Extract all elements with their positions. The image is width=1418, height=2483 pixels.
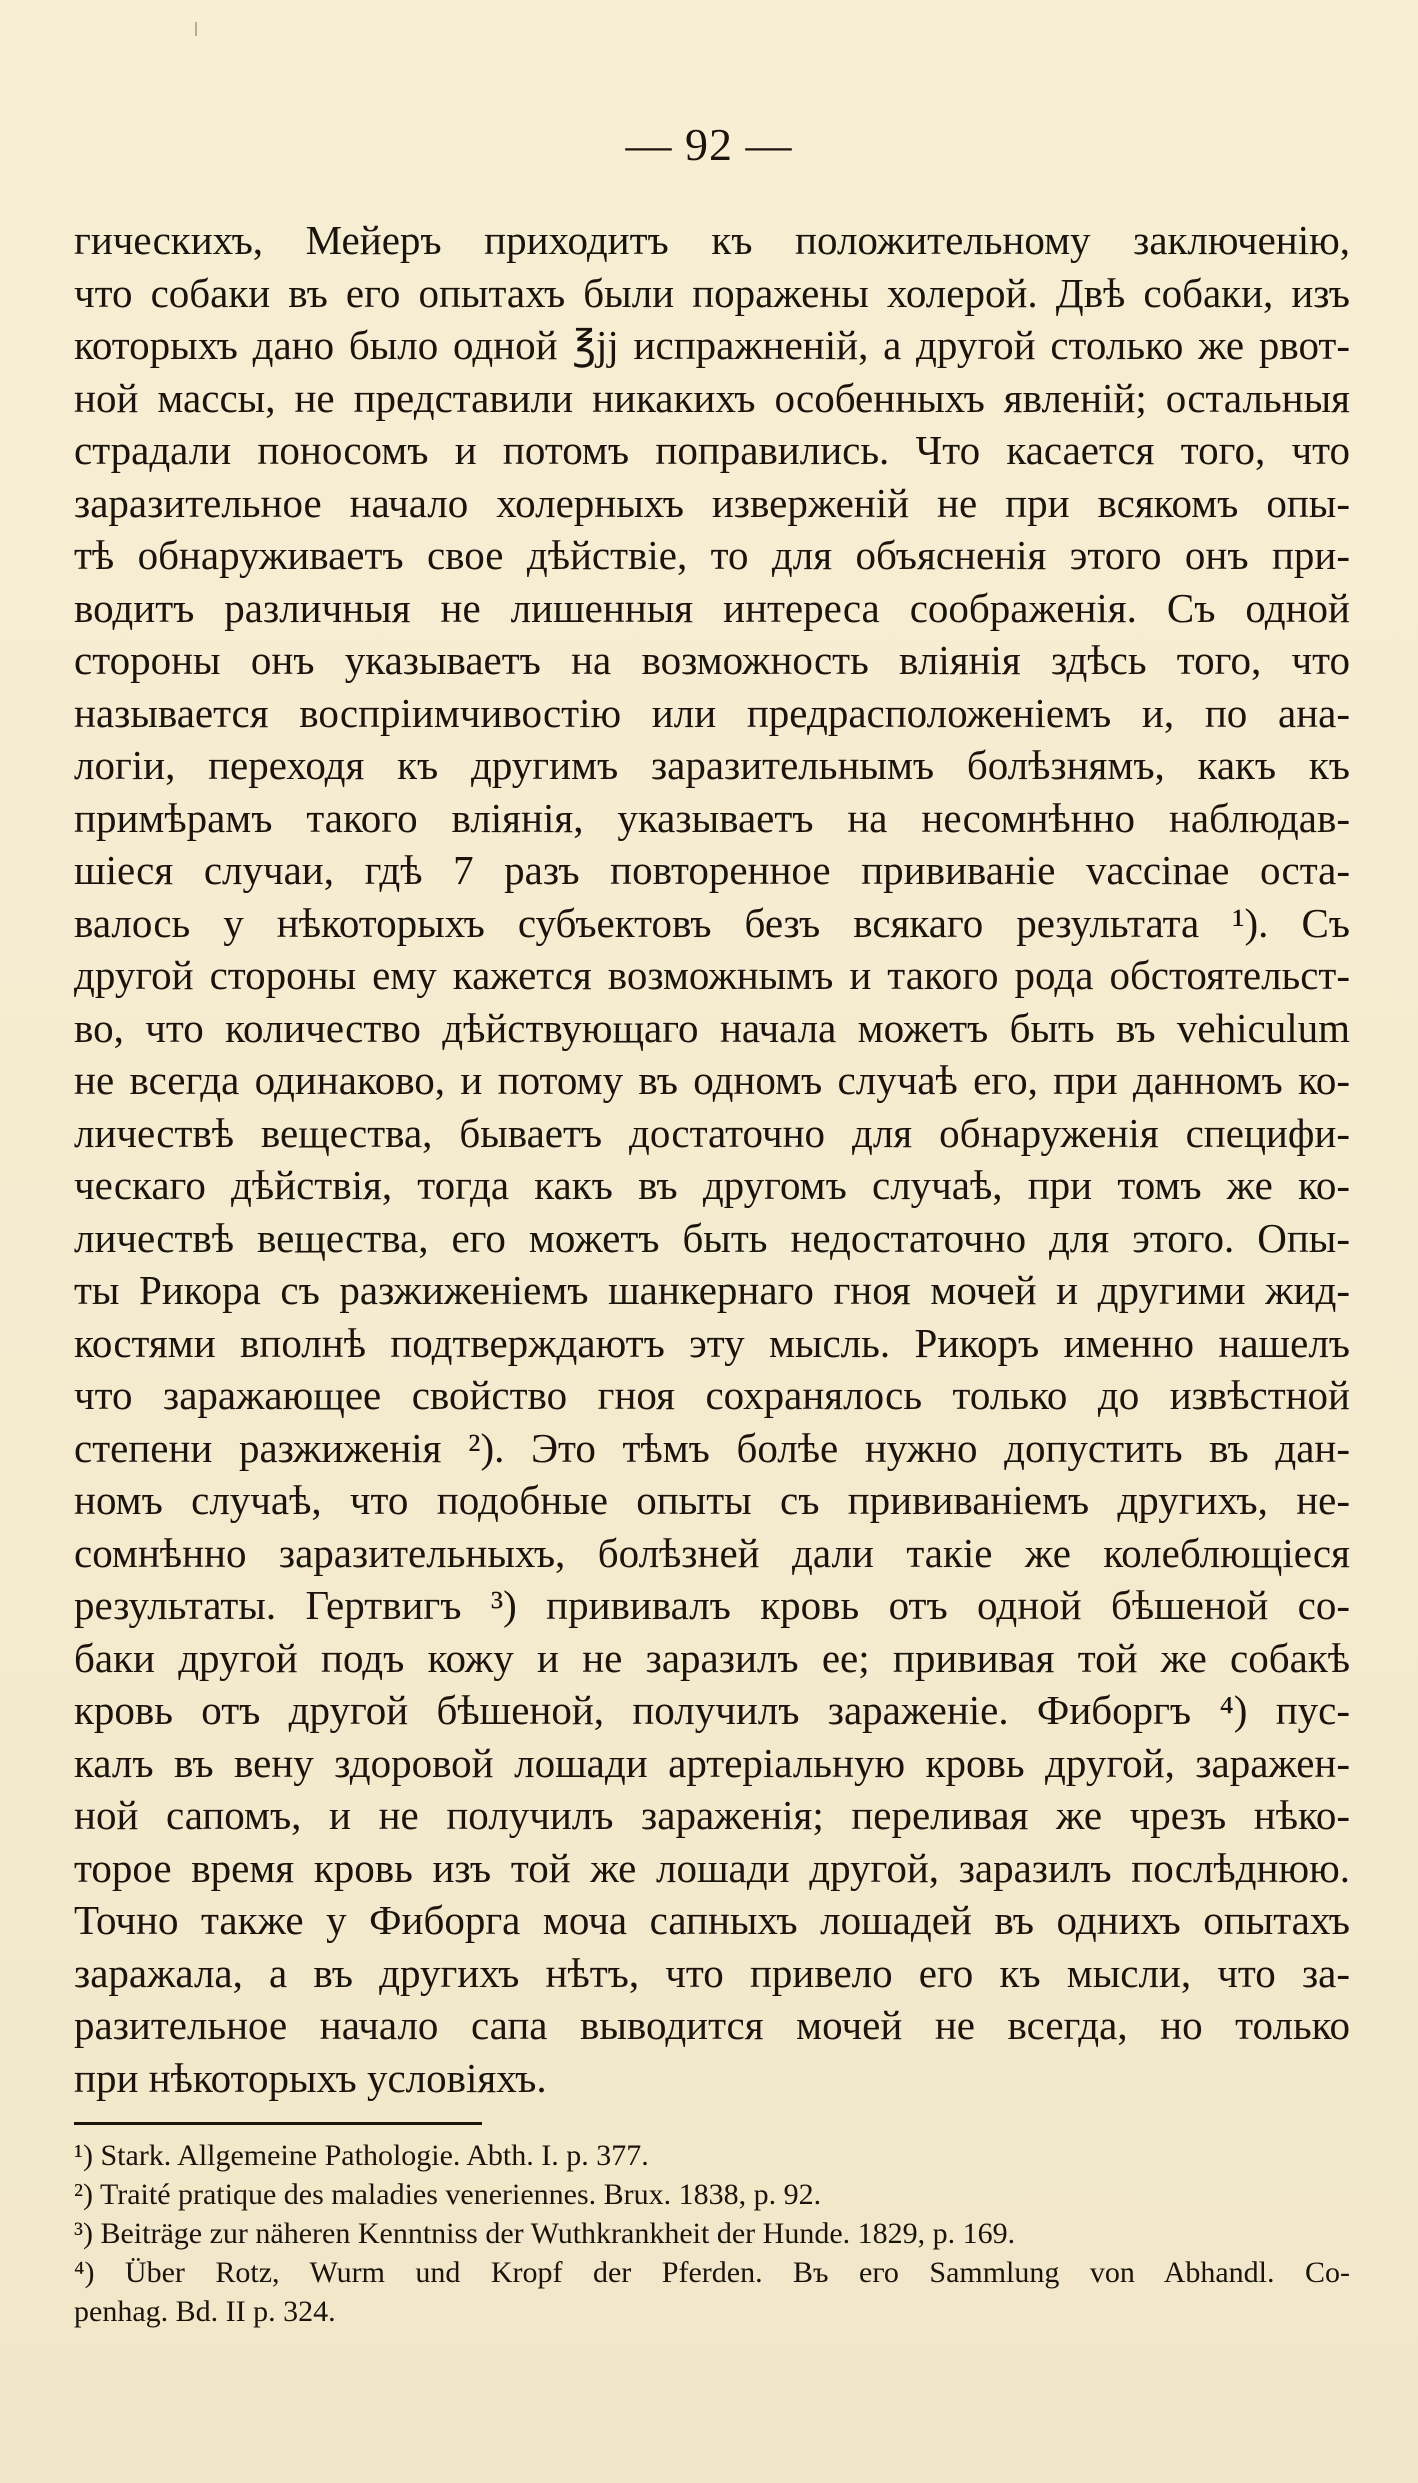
- text-line: разительное начало сапа выводится мочей не всегда, но только: [74, 2002, 1350, 2048]
- text-line: не всегда одинаково, и потому въ одномъ случаѣ его, при данномъ ко-: [74, 1057, 1350, 1103]
- text-line: ческаго дѣйствія, тогда какъ въ другомъ случаѣ, при томъ же ко-: [74, 1162, 1350, 1208]
- text-line: тѣ обнаруживаетъ свое дѣйствіе, то для объясненія этого онъ при-: [74, 532, 1350, 578]
- footnote: ²) Traité pratique des maladies veneriennes. Brux. 1838, p. 92.: [74, 2178, 822, 2211]
- footnote-divider: [74, 2122, 482, 2125]
- footnote: ⁴) Über Rotz, Wurm und Kropf der Pferden. Въ его Sammlung von Abhandl. Co-: [74, 2256, 1350, 2289]
- text-line: заразительное начало холерныхъ изверженій не при всякомъ опы-: [74, 479, 1350, 526]
- text-line: шіеся случаи, гдѣ 7 разъ повторенное прививаніе vaccinae оста-: [74, 847, 1350, 893]
- text-line: гическихъ, Мейеръ приходитъ къ положительному заключенію,: [74, 217, 1350, 263]
- text-line: торое время кровь изъ той же лошади другой, заразилъ послѣднюю.: [74, 1844, 1350, 1891]
- page-number: — 92 —: [625, 119, 793, 170]
- text-line: Точно также у Фиборга моча сапныхъ лошадей въ однихъ опытахъ: [74, 1897, 1350, 1943]
- text-line: страдали поносомъ и потомъ поправились. Что касается того, что: [74, 427, 1350, 473]
- text-line: стороны онъ указываетъ на возможность вліянія здѣсь того, что: [74, 637, 1350, 683]
- scan-mark: [195, 22, 197, 36]
- text-line: личествѣ вещества, его можетъ быть недостаточно для этого. Опы-: [74, 1214, 1350, 1261]
- text-line: кровь отъ другой бѣшеной, получилъ зараженіе. Фиборгъ ⁴) пус-: [74, 1687, 1350, 1733]
- footnote-continuation: penhag. Bd. II p. 324.: [74, 2295, 336, 2328]
- footnote: ³) Beiträge zur näheren Kenntniss der Wuthkrankheit der Hunde. 1829, p. 169.: [74, 2217, 1016, 2250]
- text-line: валось у нѣкоторыхъ субъектовъ безъ всякаго результата ¹). Съ: [74, 899, 1350, 946]
- text-line: ной сапомъ, и не получилъ зараженія; переливая же чрезъ нѣко-: [74, 1792, 1350, 1838]
- text-line: ной массы, не представили никакихъ особенныхъ явленій; остальныя: [74, 374, 1350, 421]
- text-line: личествѣ вещества, бываетъ достаточно для обнаруженія специфи-: [74, 1109, 1350, 1156]
- text-line: номъ случаѣ, что подобные опыты съ прививаніемъ другихъ, не-: [74, 1477, 1350, 1523]
- text-line: водитъ различныя не лишенныя интереса соображенія. Съ одной: [74, 584, 1350, 631]
- text-line: калъ въ вену здоровой лошади артеріальную кровь другой, заражен-: [74, 1739, 1350, 1786]
- text-line: ты Рикора съ разжиженіемъ шанкернаго гноя мочей и другими жид-: [74, 1267, 1350, 1313]
- footnotes: [74, 2136, 1350, 2331]
- text-line: которыхъ дано было одной ℥jj испражненій, а другой столько же рвот-: [74, 322, 1350, 368]
- footnote: ¹) Stark. Allgemeine Pathologie. Abth. I. p. 377.: [74, 2139, 649, 2172]
- text-line: называется воспріимчивостію или предрасположеніемъ и, по ана-: [74, 689, 1350, 736]
- text-line: результаты. Гертвигъ ³) прививалъ кровь отъ одной бѣшеной со-: [74, 1582, 1350, 1628]
- text-line: во, что количество дѣйствующаго начала можетъ быть въ vehiculum: [74, 1004, 1350, 1051]
- text-line: костями вполнѣ подтверждаютъ эту мысль. Рикоръ именно нашелъ: [74, 1319, 1350, 1366]
- text-line: что собаки въ его опытахъ были поражены холерой. Двѣ собаки, изъ: [74, 269, 1350, 316]
- text-line: баки другой подъ кожу и не заразилъ ее; прививая той же собакѣ: [74, 1634, 1350, 1681]
- text-line: сомнѣнно заразительныхъ, болѣзней дали такіе же колеблющіеся: [74, 1529, 1350, 1576]
- text-line: что заражающее свойство гноя сохранялось только до извѣстной: [74, 1372, 1350, 1418]
- text-line: другой стороны ему кажется возможнымъ и такого рода обстоятельст-: [74, 952, 1350, 998]
- text-line: степени разжиженія ²). Это тѣмъ болѣе нужно допустить въ дан-: [74, 1424, 1350, 1471]
- body-text: [74, 214, 1350, 2104]
- text-line: заражала, а въ другихъ нѣтъ, что привело его къ мысли, что за-: [74, 1949, 1350, 1996]
- text-line: логіи, переходя къ другимъ заразительнымъ болѣзнямъ, какъ къ: [74, 742, 1350, 788]
- text-line: примѣрамъ такого вліянія, указываетъ на несомнѣнно наблюдав-: [74, 794, 1350, 841]
- text-line: при нѣкоторыхъ условіяхъ.: [74, 2054, 547, 2101]
